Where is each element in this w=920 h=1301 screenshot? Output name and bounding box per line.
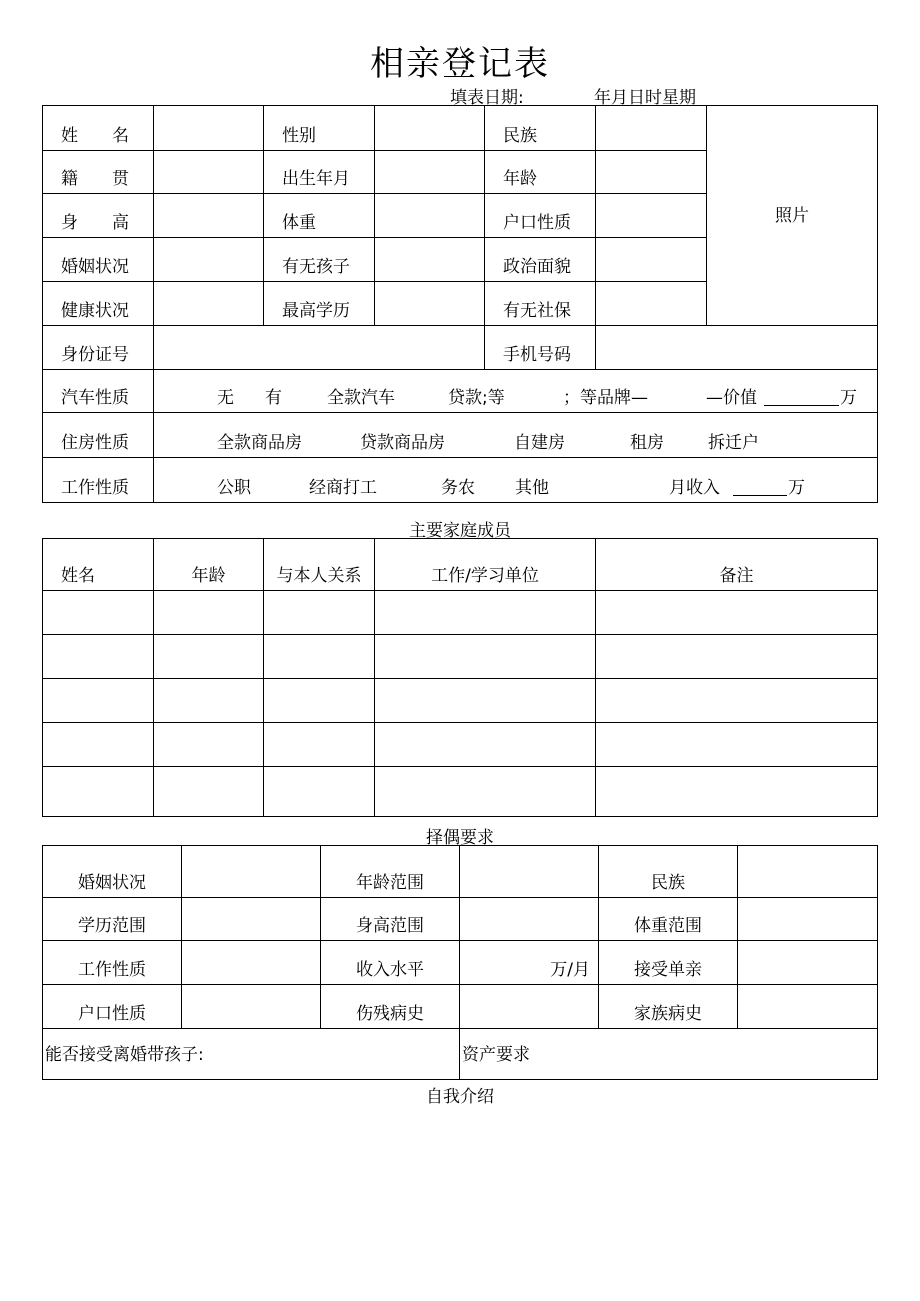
- family-cell[interactable]: [596, 723, 878, 767]
- input-weight[interactable]: [375, 194, 485, 238]
- work-options-row: [154, 458, 878, 503]
- family-cell[interactable]: [375, 591, 596, 635]
- car-brand-label: ；等品牌—: [563, 388, 648, 408]
- label-height: 身 高: [43, 194, 154, 238]
- label-weight: 体重: [264, 194, 375, 238]
- family-cell[interactable]: [154, 723, 264, 767]
- car-option-loan[interactable]: 贷款;等: [448, 388, 505, 408]
- monthly-income-blank[interactable]: [733, 482, 787, 496]
- input-partner-weight[interactable]: [738, 898, 878, 941]
- label-partner-disability: 伤残病史: [321, 985, 460, 1029]
- input-partner-ethnicity[interactable]: [738, 846, 878, 898]
- input-partner-family-history[interactable]: [738, 985, 878, 1029]
- label-gender: 性别: [264, 106, 375, 151]
- input-partner-age-range[interactable]: [460, 846, 599, 898]
- self-intro-heading: 自我介绍: [426, 1087, 494, 1107]
- family-cell[interactable]: [264, 635, 375, 679]
- partner-heading: 择偶要求: [426, 828, 494, 848]
- label-car: 汽车性质: [43, 370, 154, 413]
- family-cell[interactable]: [596, 591, 878, 635]
- family-cell[interactable]: [375, 767, 596, 817]
- family-table: [42, 538, 878, 817]
- assets-requirement-field[interactable]: 资产要求: [460, 1029, 878, 1080]
- table-row: [43, 723, 878, 767]
- family-cell[interactable]: [264, 723, 375, 767]
- label-age: 年龄: [485, 151, 596, 194]
- partner-table: [42, 845, 878, 1080]
- table-row: [43, 635, 878, 679]
- car-value-unit: 万: [840, 388, 857, 408]
- family-cell[interactable]: [43, 767, 154, 817]
- accept-divorced-field[interactable]: 能否接受离婚带孩子:: [43, 1029, 460, 1080]
- input-phone[interactable]: [596, 326, 878, 370]
- label-partner-income: 收入水平: [321, 941, 460, 985]
- input-birth[interactable]: [375, 151, 485, 194]
- housing-option-self-built[interactable]: 自建房: [514, 433, 565, 453]
- housing-option-relocation[interactable]: 拆迁户: [708, 433, 759, 453]
- housing-option-full[interactable]: 全款商品房: [217, 433, 302, 453]
- monthly-income-label: 月收入: [669, 478, 720, 498]
- basic-info-table: [42, 105, 878, 503]
- family-col-workplace: 工作/学习单位: [375, 539, 596, 591]
- work-option-other[interactable]: 其他: [515, 478, 549, 498]
- car-option-none[interactable]: 无: [217, 388, 234, 408]
- label-social-security: 有无社保: [485, 282, 596, 326]
- label-partner-age-range: 年龄范围: [321, 846, 460, 898]
- table-row: [43, 591, 878, 635]
- label-political: 政治面貌: [485, 238, 596, 282]
- input-age[interactable]: [596, 151, 707, 194]
- label-birth: 出生年月: [264, 151, 375, 194]
- family-cell[interactable]: [154, 635, 264, 679]
- family-cell[interactable]: [154, 679, 264, 723]
- input-partner-single-parent[interactable]: [738, 941, 878, 985]
- family-cell[interactable]: [596, 679, 878, 723]
- input-origin[interactable]: [154, 151, 264, 194]
- fill-date-label: 填表日期:: [450, 88, 524, 108]
- family-cell[interactable]: [264, 679, 375, 723]
- car-option-full[interactable]: 全款汽车: [327, 388, 395, 408]
- label-name: 姓 名: [43, 106, 154, 151]
- input-political[interactable]: [596, 238, 707, 282]
- label-phone: 手机号码: [485, 326, 596, 370]
- input-id-number[interactable]: [154, 326, 485, 370]
- car-option-has[interactable]: 有: [265, 388, 282, 408]
- label-work: 工作性质: [43, 458, 154, 503]
- work-option-business[interactable]: 经商打工: [309, 478, 377, 498]
- input-partner-disability[interactable]: [460, 985, 599, 1029]
- family-cell[interactable]: [264, 591, 375, 635]
- work-option-public[interactable]: 公职: [217, 478, 251, 498]
- car-options-row: [154, 370, 878, 413]
- car-value-blank[interactable]: [764, 392, 839, 406]
- family-cell[interactable]: [43, 635, 154, 679]
- input-partner-education[interactable]: [182, 898, 321, 941]
- input-partner-marital[interactable]: [182, 846, 321, 898]
- input-partner-income[interactable]: 万/月: [460, 941, 599, 985]
- input-education[interactable]: [375, 282, 485, 326]
- family-col-age: 年龄: [154, 539, 264, 591]
- label-health: 健康状况: [43, 282, 154, 326]
- car-value-label: —价值: [706, 388, 757, 408]
- family-col-name: 姓名: [43, 539, 154, 591]
- family-cell[interactable]: [375, 635, 596, 679]
- label-partner-hukou: 户口性质: [43, 985, 182, 1029]
- table-row: [43, 679, 878, 723]
- label-partner-family-history: 家族病史: [599, 985, 738, 1029]
- housing-option-loan[interactable]: 贷款商品房: [360, 433, 445, 453]
- family-col-relation: 与本人关系: [264, 539, 375, 591]
- input-partner-hukou[interactable]: [182, 985, 321, 1029]
- family-cell[interactable]: [596, 635, 878, 679]
- label-partner-height: 身高范围: [321, 898, 460, 941]
- label-partner-weight: 体重范围: [599, 898, 738, 941]
- input-children[interactable]: [375, 238, 485, 282]
- label-id-number: 身份证号: [43, 326, 154, 370]
- housing-options-row: [154, 413, 878, 458]
- label-marital: 婚姻状况: [43, 238, 154, 282]
- input-height[interactable]: [154, 194, 264, 238]
- label-partner-work: 工作性质: [43, 941, 182, 985]
- input-hukou[interactable]: [596, 194, 707, 238]
- label-education: 最高学历: [264, 282, 375, 326]
- family-cell[interactable]: [596, 767, 878, 817]
- label-children: 有无孩子: [264, 238, 375, 282]
- family-cell[interactable]: [375, 679, 596, 723]
- label-hukou: 户口性质: [485, 194, 596, 238]
- family-cell[interactable]: [43, 679, 154, 723]
- family-col-notes: 备注: [596, 539, 878, 591]
- label-partner-marital: 婚姻状况: [43, 846, 182, 898]
- input-partner-height[interactable]: [460, 898, 599, 941]
- family-cell[interactable]: [264, 767, 375, 817]
- label-partner-single-parent: 接受单亲: [599, 941, 738, 985]
- work-option-farming[interactable]: 务农: [441, 478, 475, 498]
- input-marital[interactable]: [154, 238, 264, 282]
- input-name[interactable]: [154, 106, 264, 151]
- table-row: [43, 767, 878, 817]
- family-heading: 主要家庭成员: [409, 521, 511, 541]
- input-social-security[interactable]: [596, 282, 707, 326]
- page-title: 相亲登记表: [370, 44, 550, 84]
- monthly-income-unit: 万: [788, 478, 805, 498]
- input-partner-work[interactable]: [182, 941, 321, 985]
- label-origin: 籍 贯: [43, 151, 154, 194]
- family-cell[interactable]: [43, 723, 154, 767]
- family-cell[interactable]: [43, 591, 154, 635]
- input-ethnicity[interactable]: [596, 106, 707, 151]
- housing-option-rent[interactable]: 租房: [630, 433, 664, 453]
- fill-date-units: 年月日时星期: [594, 88, 696, 108]
- label-partner-education: 学历范围: [43, 898, 182, 941]
- family-cell[interactable]: [154, 591, 264, 635]
- label-ethnicity: 民族: [485, 106, 596, 151]
- input-gender[interactable]: [375, 106, 485, 151]
- family-cell[interactable]: [375, 723, 596, 767]
- family-cell[interactable]: [154, 767, 264, 817]
- photo-box[interactable]: 照片: [707, 106, 878, 326]
- label-partner-ethnicity: 民族: [599, 846, 738, 898]
- label-housing: 住房性质: [43, 413, 154, 458]
- input-health[interactable]: [154, 282, 264, 326]
